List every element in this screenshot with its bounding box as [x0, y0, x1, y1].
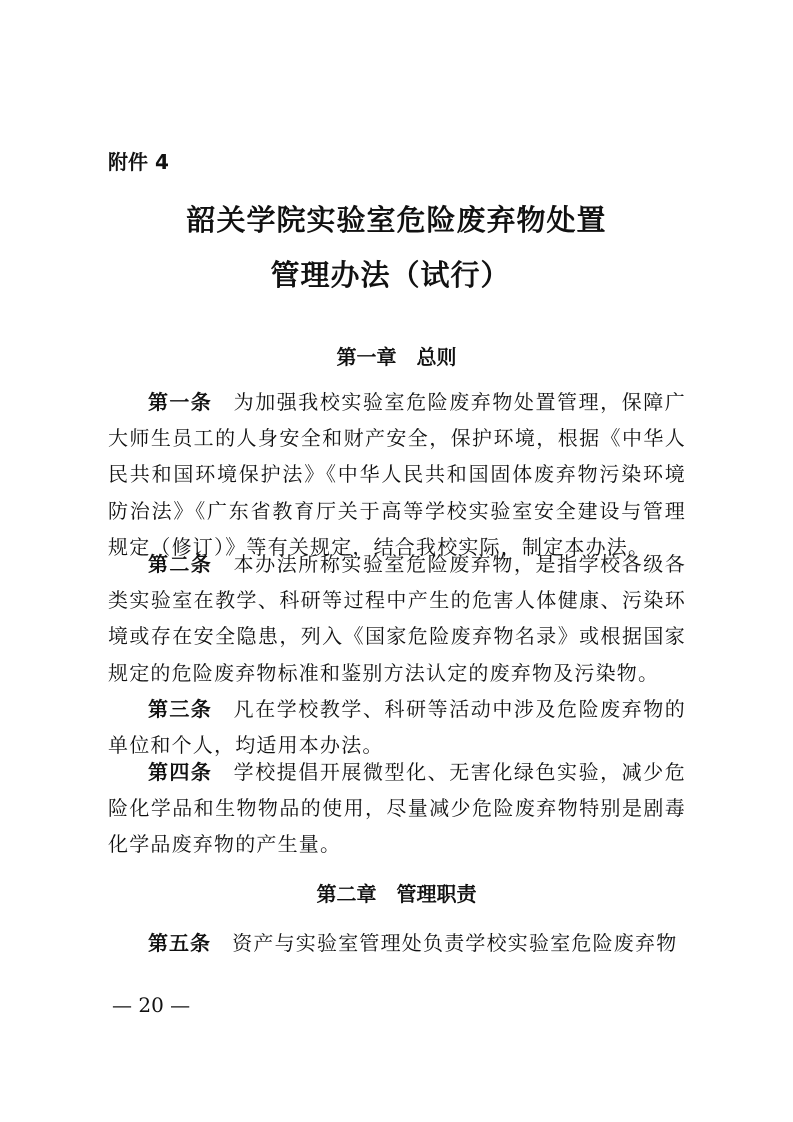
article-text: 学校提倡开展微型化、无害化绿色实验，减少危险化学品和生物物品的使用，尽量减少危险废弃物特别是剧毒化学品废弃物的产生量。 — [108, 760, 686, 857]
article-2 — [108, 546, 686, 691]
page-number: — 20 — — [112, 993, 191, 1017]
article-label: 第二条 — [148, 552, 213, 576]
article-text: 资产与实验室管理处负责学校实验室危险废弃物 — [211, 931, 678, 955]
article-4 — [108, 754, 686, 863]
document-title-line1: 韶关学院实验室危险废弃物处置 — [186, 203, 607, 237]
article-label: 第五条 — [148, 931, 211, 955]
chapter-heading-1: 第一章 总则 — [336, 345, 457, 369]
article-text: 本办法所称实验室危险废弃物，是指学校各级各类实验室在教学、科研等过程中产生的危害人体健康、污染环境或存在安全隐患，列入《国家危险废弃物名录》或根据国家规定的危险废弃物标准和鉴别方法认定的废弃物及污染物。 — [108, 552, 686, 685]
article-5 — [108, 925, 686, 961]
article-text: 凡在学校教学、科研等活动中涉及危险废弃物的单位和个人，均适用本办法。 — [108, 697, 686, 758]
article-3 — [108, 691, 686, 763]
document-title-line2: 管理办法（试行） — [270, 258, 511, 292]
article-label: 第三条 — [148, 697, 213, 721]
chapter-heading-2: 第二章 管理职责 — [316, 882, 477, 906]
attachment-label: 附件 4 — [108, 150, 169, 174]
article-1 — [108, 384, 686, 565]
article-label: 第一条 — [148, 390, 213, 414]
article-text: 为加强我校实验室危险废弃物处置管理，保障广大师生员工的人身安全和财产安全，保护环境，根据《中华人民共和国环境保护法》《中华人民共和国固体废弃物污染环境防治法》《广东省教育厅关于高等学校实验室安全建设与管理规定（修订）》等有关规定，结合我校实际，制定本办法。 — [108, 390, 686, 559]
article-label: 第四条 — [148, 760, 213, 784]
